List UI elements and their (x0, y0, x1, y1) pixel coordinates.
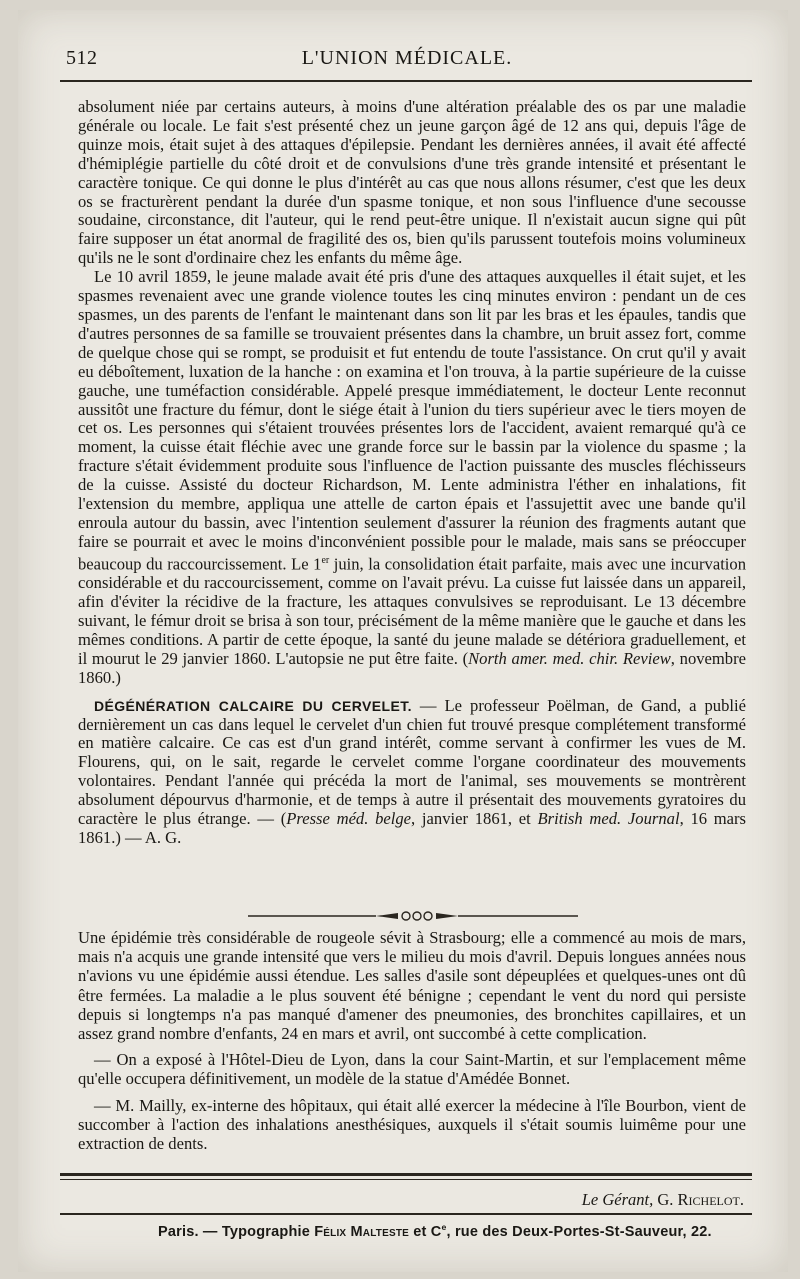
ordinal-suffix: er (321, 554, 330, 566)
article-text: Le 10 avril 1859, le jeune malade avait été pris d'une des attaques auxquelles il était sujet, et les spasmes revenaient avec une grande violence toutes les cinq minutes environ : pendant un de ces spasmes, un des parents de l'enfant le maintenant dans son lit par les bras et les épaules, tandis que d'autres personnes de sa famille se trouvaient présentes dans la chambre, un bruit assez fort, comme de quelque chose qui se rompt, se produisit et fut entendu de toute l'assistance. On crut qu'il y avait eu déboîtement, luxation de la hanche : on examina et l'on trouva, à la partie supérieure de la cuisse gauche, une tuméfaction considérable. Appelé presque immédiatement, le docteur Lente reconnut aussitôt une fracture du fémur, dont le siége était à l'union du tiers supérieur avec le tiers moyen de cet os. Les personnes qui s'étaient trouvées présentes lors de l'accident, avaient remarqué qu'à ce moment, la cuisse était fléchie avec une grande force sur le bassin par la violence du spasme ; la fracture s'était évidemment produite sous l'influence de l'action puissante des muscles fléchisseurs de la cuisse. Assisté du docteur Richardson, M. Lente administra l'éther en inhalations, fit l'extension du membre, appliqua une attelle de carton épais et l'assujettit avec une bande qu'il enroula autour du bassin, avec l'intention seulement d'assurer la réunion des fragments autant que faire se pourrait et avec le moins d'inconvénient possible pour le malade, mais sans se préoccuper beaucoup du raccourcissement. Le 1 (78, 267, 746, 574)
article-text: juin, la consolidation était parfaite, mais avec une incurvation considérable et du raccourcissement, comme on l'avait prévu. La cuisse fut laissée dans un appareil, afin d'éviter la récidive de la fracture, les attaques convulsives se reproduisant. Le 13 décembre suivant, le fémur droit se brisa à son tour, précisément de la même manière que le gauche et dans les mêmes conditions. A partir de cette époque, la santé du jeune malade se détériora graduellement, et il mourut le 29 janvier 1860. L'autopsie ne put être faite. ( (78, 554, 747, 668)
section-heading: DÉGÉNÉRATION CALCAIRE DU CERVELET. (94, 697, 412, 714)
journal-page (18, 10, 788, 1272)
imprint-text: et C (409, 1223, 442, 1240)
article-paragraph: absolument niée par certains auteurs, à moins d'une altération préalable des os par une maladie générale ou locale. Le fait s'est présenté chez un jeune garçon âgé de 12 ans qui, depuis l'âge de quinze mois, était sujet à des attaques d'épilepsie. Pendant les dernières années, il avait été affecté d'hémiplégie partielle du côté droit et de convulsions d'une très grande intensité et présentant le caractère tonique. Ce qui donne le plus d'intérêt au cas que nous allons résumer, c'est que les deux os se fracturèrent pendant la durée d'un spasme tonique, et non sous l'influence d'une secousse soudaine, circonstance, dit l'auteur, qui le rend peut-être unique. Il n'existait aucun signe qui pût faire supposer un état anormal de fragilité des os, bien qu'ils parussent toutefois moins volumineux qu'ils ne le sont d'ordinaire chez les enfants du même âge. (78, 97, 746, 268)
article-text: , novembre 1860.) (78, 648, 746, 687)
footer-rule-thin (60, 1179, 752, 1180)
news-section (78, 928, 746, 1160)
section-text: , janvier 1861, et (411, 809, 538, 829)
imprint-address: , rue des Deux-Portes-St-Sauveur, 22. (446, 1223, 712, 1240)
section-text: , 16 mars 1861.) — A. G. (78, 809, 747, 847)
gerant-name: G. Richelot. (657, 1190, 744, 1209)
article-paragraph (78, 268, 746, 687)
page-number: 512 (66, 47, 98, 69)
running-head (66, 47, 748, 73)
imprint-text: Paris. — Typographie (158, 1223, 315, 1240)
news-item: — M. Mailly, ex-interne des hôpitaux, qui était allé exercer la médecine à l'île Bourbon, vient de succomber à l'action des inhalations anesthésiques, auxquels il s'était soumis luimême pour une extraction de dents. (78, 1095, 746, 1154)
source-citation: Presse méd. belge (286, 809, 412, 829)
footer-rule-thick (60, 1173, 752, 1176)
gerant-label: Le Gérant, (581, 1190, 654, 1209)
section-text: — Le professeur Poëlman, de Gand, a publié dernièrement un cas dans lequel le cervelet d'un chien fut trouvé presque complétement transformé en matière calcaire. Ce cas est d'un grand intérêt, comme servant à confirmer les vues de M. Flourens, qui, on le sait, regarde le cervelet comme l'organe coordinateur des mouvements volontaires. Pendant l'année qui précéda la mort de l'animal, ses mouvements se montrèrent absolument dépourvus d'harmonie, et de temps à autre il présentait des mouvements gyratoires du caractère le plus étrange. — ( (78, 695, 746, 829)
gerant-signature (582, 1190, 744, 1210)
imprint-rule (60, 1213, 752, 1215)
news-item: Une épidémie très considérable de rougeole sévit à Strasbourg; elle a commencé au mois de mars, mais n'a acquis une grande intensité que vers le milieu du mois d'avril. Depuis longues années nous n'avions vu une épidémie aussi étendue. Les salles d'asile sont dépeuplées et quelques-unes ont dû être fermées. La maladie a le plus souvent été bénigne ; cependant le vent du nord qui persiste depuis si longtemps n'a pas manqué d'amener des pneumonies, des bronchites capillaires, et un assez grand nombre d'enfants, 24 en mars et avril, ont succombé à cette complication. (78, 928, 746, 1044)
article-body (78, 98, 746, 848)
printer-name: Félix Malteste (314, 1223, 410, 1240)
source-citation: North amer. med. chir. Review (468, 648, 671, 668)
section-paragraph (78, 697, 746, 848)
journal-title: L'UNION MÉDICALE. (301, 47, 513, 69)
ornament-divider (248, 908, 578, 924)
printer-imprint (158, 1222, 718, 1240)
source-citation: British med. Journal (537, 809, 680, 829)
header-rule (60, 80, 752, 82)
imprint-superscript: e (441, 1222, 447, 1232)
news-item: — On a exposé à l'Hôtel-Dieu de Lyon, dans la cour Saint-Martin, et sur l'emplacement même qu'elle occupera définitivement, un modèle de la statue d'Amédée Bonnet. (78, 1050, 746, 1089)
